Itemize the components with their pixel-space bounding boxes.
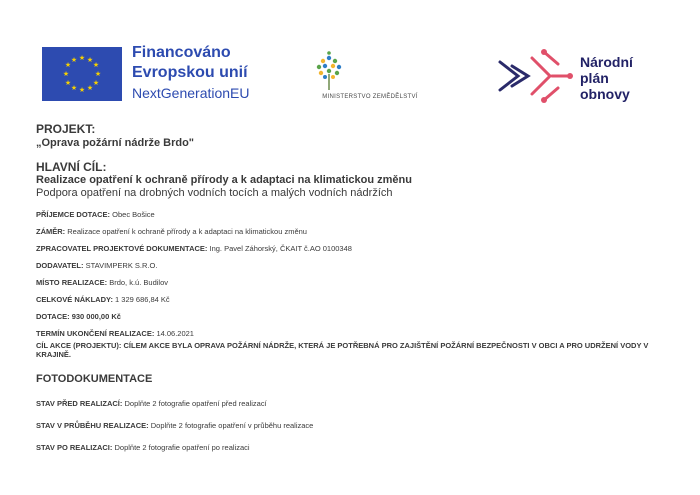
svg-text:★: ★ xyxy=(62,70,70,78)
document-body xyxy=(36,122,666,452)
field-designer xyxy=(36,244,666,253)
goal-label: HLAVNÍ CÍL: xyxy=(36,160,107,174)
svg-text:★: ★ xyxy=(70,84,78,92)
goal-main: Realizace opatření k ochraně přírody a k adaptaci na klimatickou změnu xyxy=(36,174,412,186)
svg-text:★: ★ xyxy=(64,61,72,69)
npo-logo xyxy=(492,44,662,110)
goal-sub: Podpora opatření na drobných vodních tocích a malých vodních nádržích xyxy=(36,187,393,199)
field-project-goal xyxy=(36,341,666,359)
photo-row-during xyxy=(36,421,666,430)
field-value: Ing. Pavel Záhorský, ČKAIT č.AO 0100348 xyxy=(209,244,352,253)
project-label: PROJEKT: xyxy=(36,122,96,136)
field-value: CÍLEM AKCE BYLA OPRAVA POŽÁRNÍ NÁDRŽE, KTERÁ JE POTŘEBNÁ PRO ZAJIŠTĚNÍ POŽÁRNÍ BEZPEČNOSTI V OBCI A PRO UDRŽENÍ VODY V KRAJINĚ. xyxy=(36,341,649,359)
npo-text xyxy=(580,54,633,102)
field-label: MÍSTO REALIZACE: xyxy=(36,278,108,287)
photo-row-value: Doplňte 2 fotografie opatření před realizací xyxy=(124,399,267,408)
field-recipient xyxy=(36,210,666,219)
field-value: 1 329 686,84 Kč xyxy=(115,295,170,304)
field-completion-date xyxy=(36,329,666,338)
photo-row-value: Doplňte 2 fotografie opatření v průběhu realizace xyxy=(150,421,314,430)
svg-text:★: ★ xyxy=(86,56,94,64)
eu-flag-icon xyxy=(42,47,122,101)
project-name: „Oprava požární nádrže Brdo" xyxy=(36,137,195,149)
field-label: CÍL AKCE (PROJEKTU): xyxy=(36,341,122,350)
svg-text:★: ★ xyxy=(64,79,72,87)
field-intent xyxy=(36,227,666,236)
field-total-costs xyxy=(36,295,666,304)
field-label: DOTACE: xyxy=(36,312,70,321)
field-value: Obec Bošice xyxy=(112,210,155,219)
svg-text:★: ★ xyxy=(78,54,86,62)
field-label: TERMÍN UKONČENÍ REALIZACE: xyxy=(36,329,155,338)
photo-row-before xyxy=(36,399,666,408)
svg-text:★: ★ xyxy=(70,56,78,64)
field-label: ZÁMĚR: xyxy=(36,227,66,236)
photo-row-label: STAV PO REALIZACI: xyxy=(36,443,113,452)
eu-line-1: Financováno xyxy=(132,44,231,61)
photo-row-value: Doplňte 2 fotografie opatření po realizaci xyxy=(114,443,250,452)
logo-bar xyxy=(0,40,700,110)
eu-line-3: NextGenerationEU xyxy=(132,85,250,101)
photo-row-label: STAV V PRŮBĚHU REALIZACE: xyxy=(36,421,149,430)
npo-symbol-icon xyxy=(492,44,576,110)
tree-icon xyxy=(305,50,435,94)
svg-text:★: ★ xyxy=(94,70,102,78)
photo-row-label: STAV PŘED REALIZACÍ: xyxy=(36,399,123,408)
ministry-logo xyxy=(305,50,435,110)
eu-funding-text xyxy=(132,43,250,103)
field-supplier xyxy=(36,261,666,270)
project-fields xyxy=(36,210,666,359)
photo-row-after xyxy=(36,443,666,452)
field-value: Brdo, k.ú. Budilov xyxy=(109,278,168,287)
field-value: Realizace opatření k ochraně přírody a k adaptaci na klimatickou změnu xyxy=(67,227,307,236)
field-value: 930 000,00 Kč xyxy=(71,312,121,321)
npo-line-3: obnovy xyxy=(580,86,630,102)
field-location xyxy=(36,278,666,287)
svg-text:★: ★ xyxy=(92,61,100,69)
svg-text:★: ★ xyxy=(86,84,94,92)
field-label: DODAVATEL: xyxy=(36,261,84,270)
field-label: PŘÍJEMCE DOTACE: xyxy=(36,210,111,219)
field-subsidy xyxy=(36,312,666,321)
photo-section-title: FOTODOKUMENTACE xyxy=(36,373,153,385)
svg-text:★: ★ xyxy=(78,86,86,94)
eu-line-2: Evropskou unií xyxy=(132,64,248,81)
svg-text:★: ★ xyxy=(92,79,100,87)
field-label: CELKOVÉ NÁKLADY: xyxy=(36,295,113,304)
field-label: ZPRACOVATEL PROJEKTOVÉ DOKUMENTACE: xyxy=(36,244,208,253)
npo-line-2: plán xyxy=(580,70,609,86)
field-value: 14.06.2021 xyxy=(156,329,194,338)
field-value: STAVIMPERK S.R.O. xyxy=(85,261,158,270)
ministry-caption: MINISTERSTVO ZEMĚDĚLSTVÍ xyxy=(322,94,418,100)
npo-line-1: Národní xyxy=(580,54,633,70)
